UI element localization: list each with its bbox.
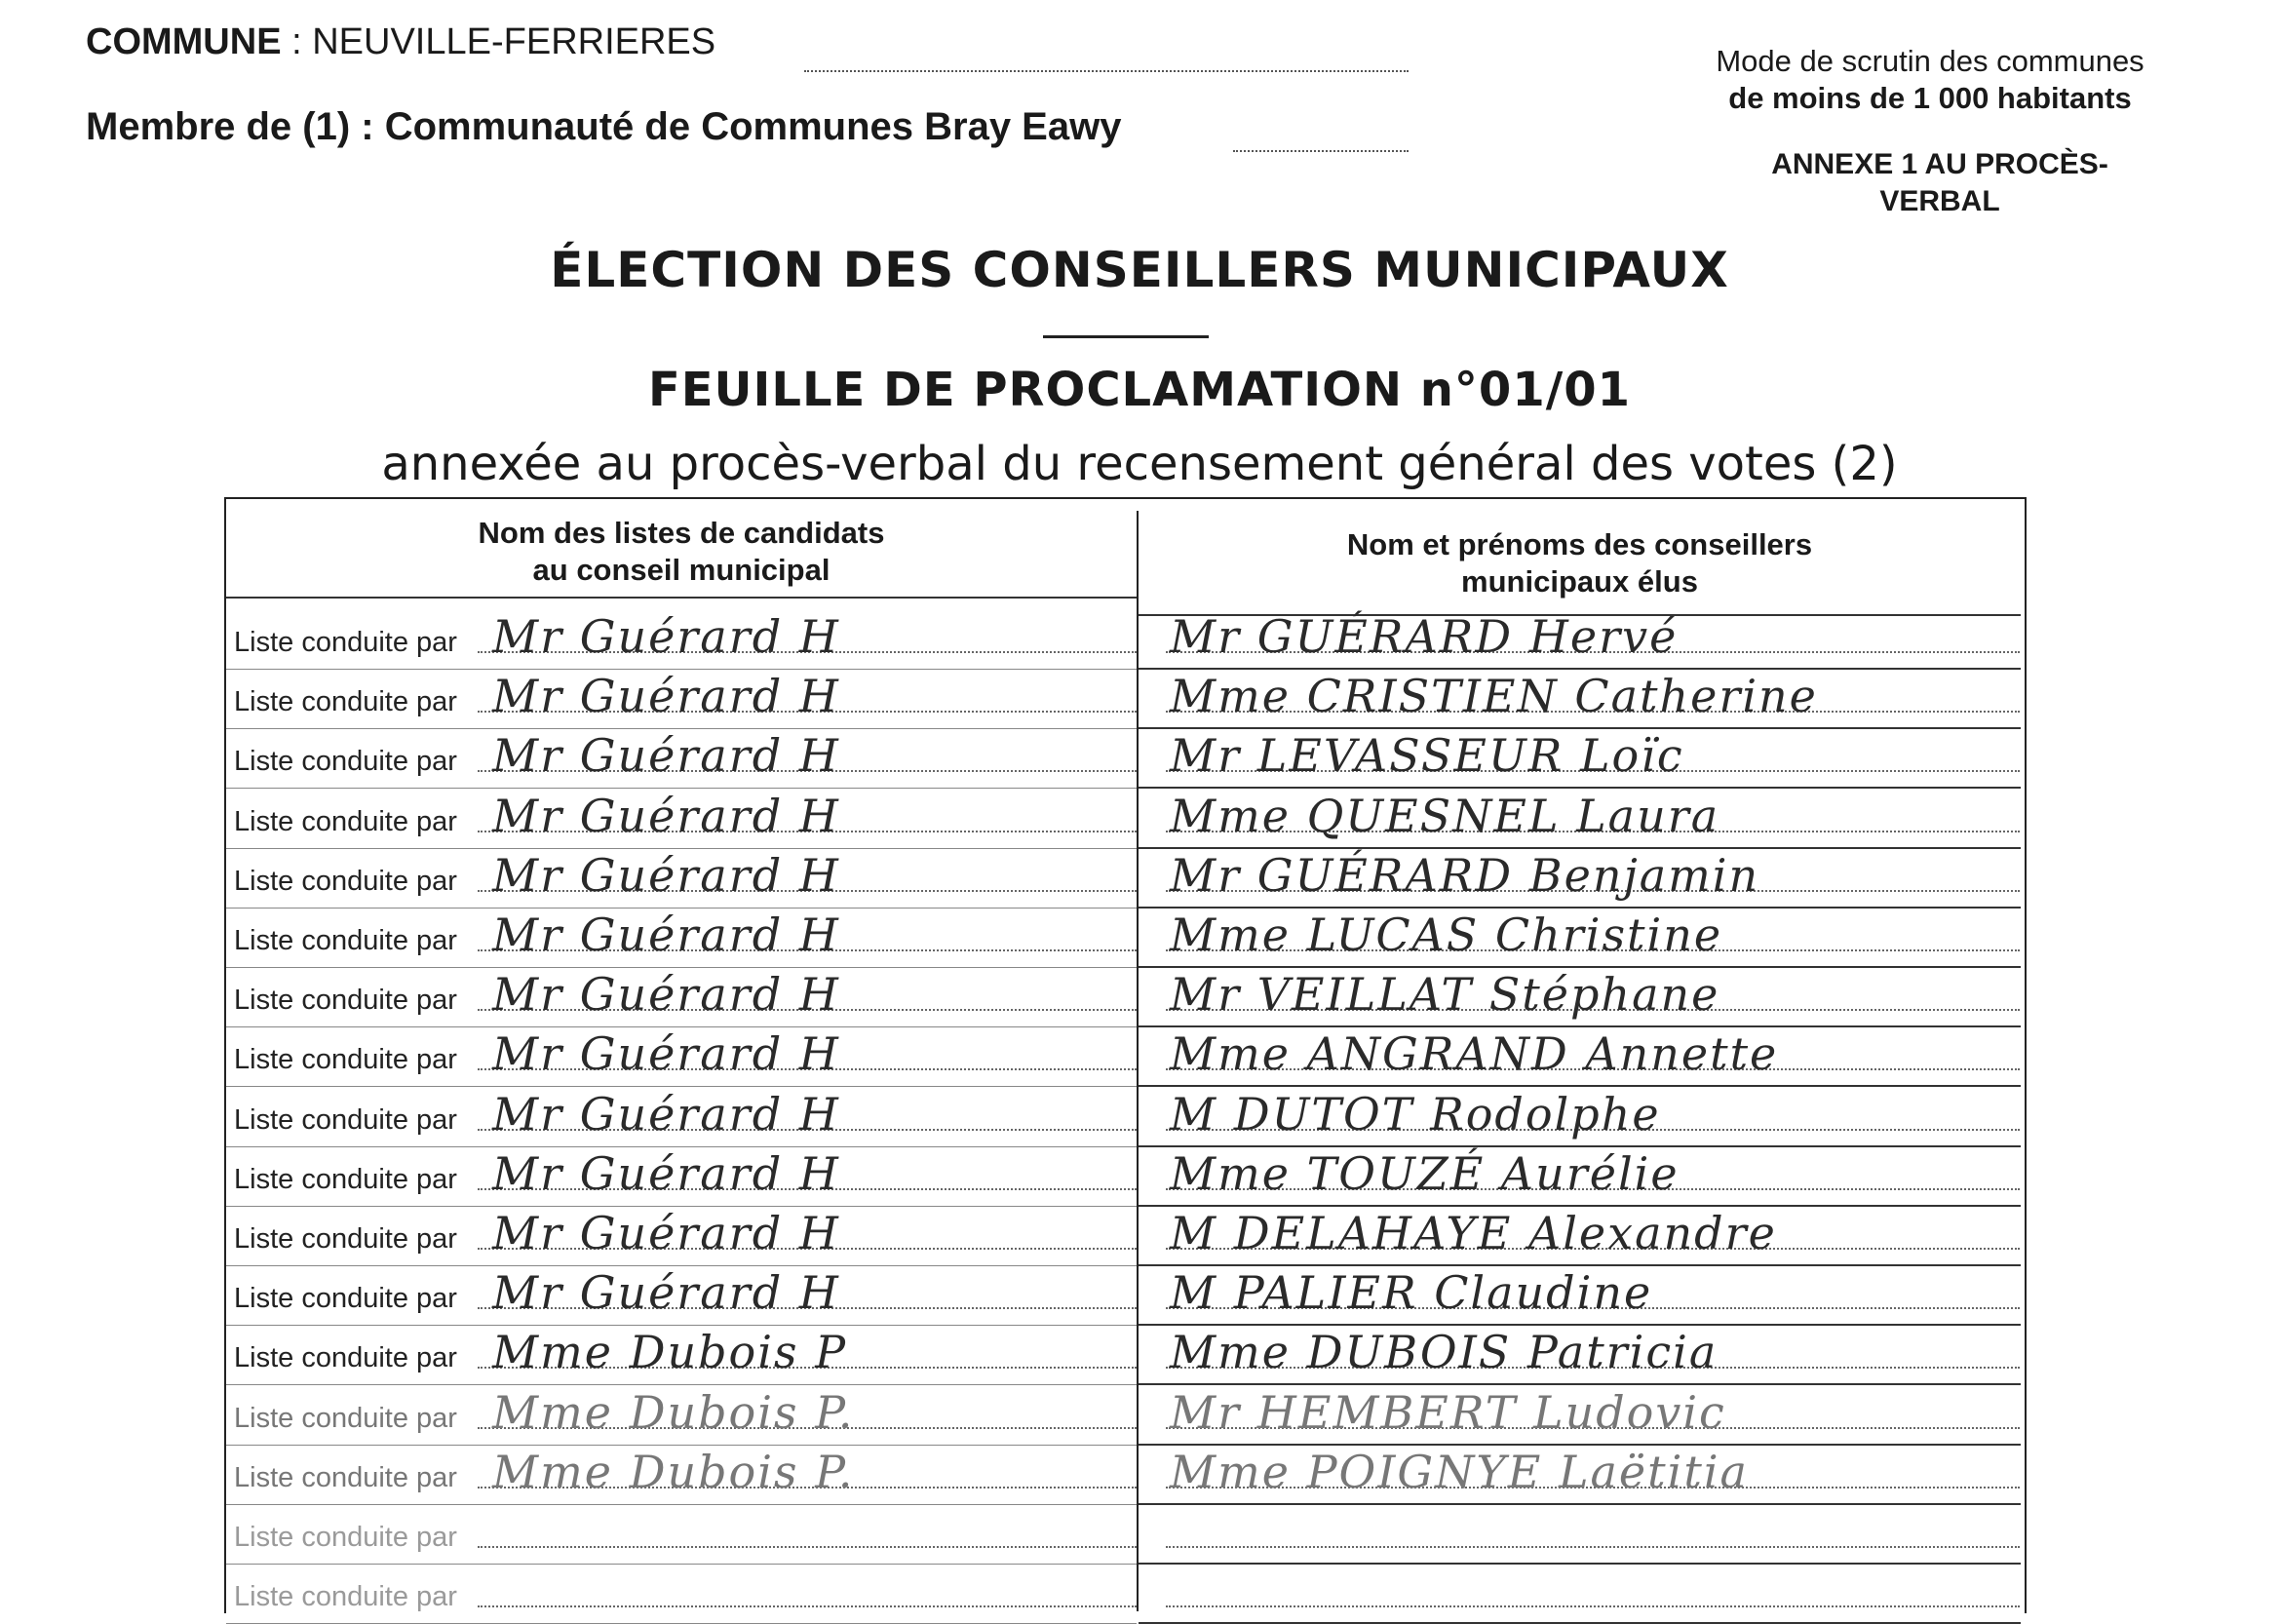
annexe-label <box>1716 146 2164 220</box>
row-label: Liste conduite par <box>234 1402 457 1434</box>
header-rule-left <box>226 597 1137 599</box>
row-label: Liste conduite par <box>234 1522 457 1553</box>
row-dotted-line-left <box>478 1546 1137 1548</box>
annexee-subtitle: annexée au procès-verbal du recensement général des votes (2) <box>381 437 1898 491</box>
list-leader-handwritten: Mr Guérard H <box>492 1207 840 1259</box>
elected-councillor-handwritten: Mr GUÉRARD Hervé <box>1170 610 1679 663</box>
row-label: Liste conduite par <box>234 627 457 658</box>
elected-councillor-handwritten: Mme QUESNEL Laura <box>1170 789 1720 842</box>
list-leader-handwritten: Mme Dubois P. <box>492 1385 855 1439</box>
row-dotted-line-left <box>478 1605 1137 1607</box>
list-leader-handwritten: Mr Guérard H <box>492 1087 840 1141</box>
scrutin-line-1: Mode de scrutin des communes <box>1716 44 2144 78</box>
row-rule-left <box>226 1564 1137 1565</box>
row-label: Liste conduite par <box>234 1461 457 1493</box>
list-leader-handwritten: Mr Guérard H <box>492 670 840 723</box>
elected-councillor-handwritten: M PALIER Claudine <box>1170 1266 1653 1320</box>
table-column-divider <box>1137 511 1139 1611</box>
list-leader-handwritten: Mr Guérard H <box>492 610 840 663</box>
column-header-elected-line-2: municipaux élus <box>1461 564 1698 599</box>
elected-councillor-handwritten: Mme TOUZÉ Aurélie <box>1170 1146 1680 1200</box>
feuille-title: FEUILLE DE PROCLAMATION n°01/01 <box>647 363 1632 417</box>
list-leader-handwritten: Mr Guérard H <box>492 1146 840 1200</box>
row-label: Liste conduite par <box>234 1342 457 1374</box>
column-header-elected <box>1139 526 2021 600</box>
column-header-lists <box>226 515 1137 589</box>
elected-councillor-handwritten: Mme POIGNYE Laëtitia <box>1170 1445 1749 1498</box>
commune-line <box>86 21 715 63</box>
scrutin-line-2: de moins de 1 000 habitants <box>1728 81 2132 115</box>
elected-councillor-handwritten: Mr LEVASSEUR Loïc <box>1170 729 1684 783</box>
row-rule-left <box>226 1504 1137 1505</box>
row-label: Liste conduite par <box>234 686 457 718</box>
elected-councillor-handwritten: Mr VEILLAT Stéphane <box>1170 968 1720 1022</box>
election-title: ÉLECTION DES CONSEILLERS MUNICIPAUX <box>550 242 1729 298</box>
elected-councillor-handwritten: Mme DUBOIS Patricia <box>1170 1326 1719 1379</box>
row-label: Liste conduite par <box>234 1283 457 1315</box>
list-leader-handwritten: Mr Guérard H <box>492 848 840 902</box>
row-label: Liste conduite par <box>234 925 457 956</box>
scrutin-mode <box>1657 43 2203 117</box>
commune-separator: : <box>281 21 313 62</box>
row-label: Liste conduite par <box>234 1581 457 1613</box>
elected-councillor-handwritten: Mme LUCAS Christine <box>1170 909 1723 961</box>
row-label: Liste conduite par <box>234 1044 457 1076</box>
annexe-line-2: VERBAL <box>1879 185 2000 217</box>
row-rule-right <box>1139 1563 2021 1565</box>
elected-councillor-handwritten: Mme ANGRAND Annette <box>1170 1027 1779 1081</box>
row-label: Liste conduite par <box>234 805 457 837</box>
commune-dotted-line <box>804 70 1409 72</box>
elected-councillor-handwritten: M DELAHAYE Alexandre <box>1170 1207 1777 1259</box>
row-dotted-line-right <box>1166 1546 2020 1548</box>
list-leader-handwritten: Mr Guérard H <box>492 1266 840 1320</box>
elected-councillor-handwritten: Mr GUÉRARD Benjamin <box>1170 848 1760 902</box>
list-leader-handwritten: Mme Dubois P <box>492 1326 848 1379</box>
membre-dotted-line <box>1233 150 1409 152</box>
list-leader-handwritten: Mme Dubois P. <box>492 1445 855 1498</box>
elected-councillor-handwritten: Mme CRISTIEN Catherine <box>1170 670 1818 723</box>
elected-councillor-handwritten: M DUTOT Rodolphe <box>1170 1087 1661 1141</box>
list-leader-handwritten: Mr Guérard H <box>492 729 840 783</box>
row-label: Liste conduite par <box>234 985 457 1017</box>
row-label: Liste conduite par <box>234 1103 457 1136</box>
column-header-lists-line-2: au conseil municipal <box>532 553 830 587</box>
list-leader-handwritten: Mr Guérard H <box>492 789 840 842</box>
commune-value: NEUVILLE-FERRIERES <box>312 21 716 62</box>
row-label: Liste conduite par <box>234 746 457 778</box>
row-dotted-line-right <box>1166 1605 2020 1607</box>
list-leader-handwritten: Mr Guérard H <box>492 968 840 1022</box>
annexe-line-1: ANNEXE 1 AU PROCÈS- <box>1771 148 2108 180</box>
row-label: Liste conduite par <box>234 865 457 897</box>
title-separator <box>1043 335 1209 338</box>
commune-label: COMMUNE <box>86 21 282 62</box>
membre-line: Membre de (1) : Communauté de Communes Bray Eawy <box>86 105 1122 148</box>
row-label: Liste conduite par <box>234 1163 457 1195</box>
column-header-elected-line-1: Nom et prénoms des conseillers <box>1346 527 1813 561</box>
list-leader-handwritten: Mr Guérard H <box>492 909 840 961</box>
column-header-lists-line-1: Nom des listes de candidats <box>478 516 885 550</box>
elected-councillor-handwritten: Mr HEMBERT Ludovic <box>1170 1385 1726 1439</box>
list-leader-handwritten: Mr Guérard H <box>492 1027 840 1081</box>
row-label: Liste conduite par <box>234 1223 457 1255</box>
row-rule-right <box>1139 1503 2021 1505</box>
